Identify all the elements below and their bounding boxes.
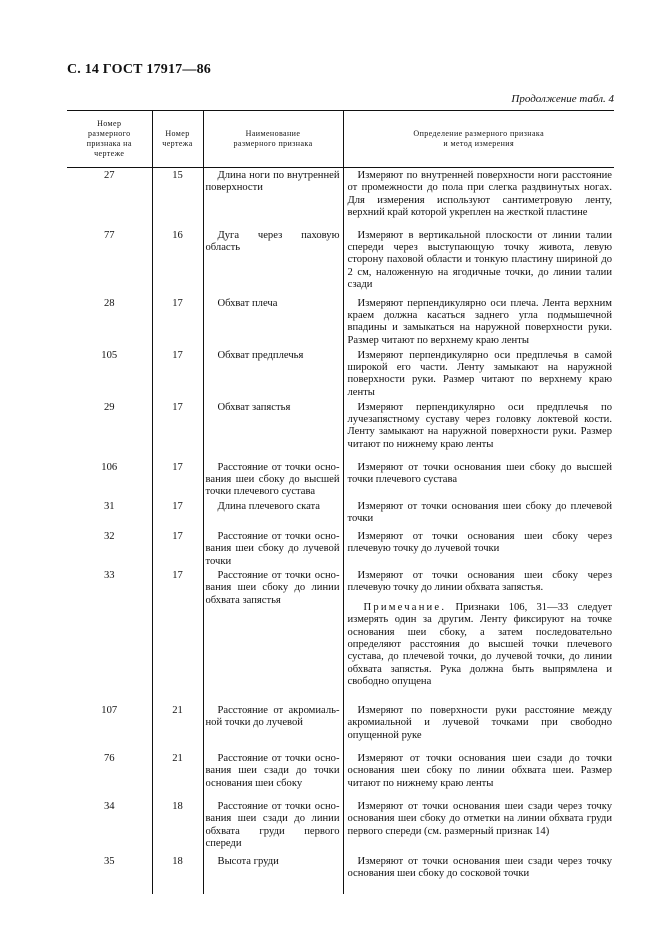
definition-text: Измеряют перпендикулярно оси предплечья в самой широкой его части. Ленту замыкают на наружной поверхности руки. Размер читают по верхнему краю ленты bbox=[347, 349, 612, 398]
feature-name: Обхват предплечья bbox=[203, 348, 343, 400]
table-row bbox=[67, 799, 614, 854]
drawing-number: 17 bbox=[152, 568, 203, 703]
feature-name: Длина ноги по внутренней поверхности bbox=[203, 168, 343, 228]
feature-definition bbox=[343, 751, 614, 799]
feature-definition bbox=[343, 400, 614, 460]
feature-definition bbox=[343, 348, 614, 400]
table-header-row bbox=[67, 111, 614, 168]
drawing-number: 15 bbox=[152, 168, 203, 228]
feature-name: Обхват плеча bbox=[203, 296, 343, 348]
table-row bbox=[67, 296, 614, 348]
note bbox=[348, 602, 613, 689]
feature-number: 35 bbox=[103, 855, 115, 867]
feature-name: Длина плечевого ската bbox=[203, 499, 343, 529]
feature-name: Дуга через паховую область bbox=[203, 228, 343, 296]
definition-text: Измеряют перпендикулярно оси плеча. Лента верхним краем должна касаться заднего угла подмышечной впадины и замыкаться на наружной поверхности руки. Размер читают по верхнему краю ленты bbox=[347, 297, 612, 346]
drawing-number: 21 bbox=[152, 703, 203, 751]
table-row bbox=[67, 568, 614, 703]
table-row bbox=[67, 751, 614, 799]
feature-name: Высота груди bbox=[203, 854, 343, 894]
feature-name: Расстояние от точки основания шеи сбоку до линии обхвата запястья bbox=[203, 568, 343, 703]
drawing-number: 16 bbox=[152, 228, 203, 296]
table-row bbox=[67, 168, 614, 228]
feature-number: 34 bbox=[103, 800, 115, 812]
column-header-feature-name: Наименование размерного признака bbox=[203, 111, 343, 168]
feature-name: Расстояние от точки основания шеи сзади до точки основания шеи сбоку bbox=[203, 751, 343, 799]
feature-number: 32 bbox=[103, 530, 115, 542]
feature-definition bbox=[343, 296, 614, 348]
drawing-number: 21 bbox=[152, 751, 203, 799]
feature-name: Расстояние от акромиальной точки до лучевой bbox=[203, 703, 343, 751]
definition-text: Измеряют в вертикальной плоскости от линии талии спереди через выступающую точку живота, левую сторону паховой области и тонкую пластину шириной до 2 см, наложенную на ягодичные точки, до линии талии сзади bbox=[347, 229, 612, 291]
definition-text: Измеряют перпендикулярно оси предплечья по лучезапястному суставу через головку локтевой кости. Ленту замыкают на наружной поверхности руки. Размер читают по нижнему краю ленты bbox=[347, 401, 612, 450]
drawing-number: 17 bbox=[152, 460, 203, 499]
feature-definition bbox=[343, 703, 614, 751]
definition-text: Измеряют от точки основания шеи сбоку через плечевую точку до линии обхвата запястья. bbox=[347, 569, 612, 594]
feature-number: 105 bbox=[101, 349, 118, 361]
column-header-definition: Определение размерного признака и метод измерения bbox=[343, 111, 614, 168]
note-text: Признаки 106, 31—33 следует измерять один за другим. Ленту фиксируют на точке основания шеи сбоку, а затем последовательно определяют расстояния до высшей точки плечевого сустава, до плечевой точки, до лучевой точки, до линии обхвата запястья. Рука должна быть выпрямлена и свободно опущена bbox=[347, 601, 612, 688]
page-header: С. 14 ГОСТ 17917—86 bbox=[67, 62, 211, 77]
definition-text: Измеряют от точки основания шеи сзади до точки основания шеи сбоку по линии обхвата шеи. Размер читают по нижнему краю ленты bbox=[347, 752, 612, 789]
definition-text: Измеряют от точки основания шеи сзади через точку основания шеи сбоку до отметки на линии обхвата груди первого спереди (см. размерный признак 14) bbox=[347, 800, 612, 837]
feature-number: 33 bbox=[103, 569, 115, 581]
feature-definition bbox=[343, 168, 614, 228]
feature-number: 27 bbox=[103, 170, 115, 181]
feature-name: Обхват запястья bbox=[203, 400, 343, 460]
definition-text: Измеряют от точки основания шеи сбоку до плечевой точки bbox=[347, 500, 612, 525]
feature-number: 29 bbox=[103, 401, 115, 413]
table-row bbox=[67, 703, 614, 751]
feature-number: 77 bbox=[103, 229, 115, 241]
feature-definition bbox=[343, 799, 614, 854]
definition-text: Измеряют от точки основания шеи сзади через точку основания шеи сбоку до сосковой точки bbox=[347, 855, 612, 880]
table-row bbox=[67, 228, 614, 296]
drawing-number: 17 bbox=[152, 400, 203, 460]
feature-name: Расстояние от точки основания шеи сбоку до высшей точки плечевого сустава bbox=[203, 460, 343, 499]
drawing-number: 17 bbox=[152, 296, 203, 348]
table-row bbox=[67, 460, 614, 499]
feature-number: 107 bbox=[101, 704, 118, 716]
drawing-number: 17 bbox=[152, 348, 203, 400]
definition-text: Измеряют от точки основания шеи сбоку через плечевую точку до лучевой точки bbox=[347, 530, 612, 555]
column-header-drawing-number: Номер чертежа bbox=[152, 111, 203, 168]
feature-definition bbox=[343, 568, 614, 703]
table-row bbox=[67, 499, 614, 529]
feature-definition bbox=[343, 854, 614, 894]
feature-name: Расстояние от точки основания шеи сбоку до лучевой точки bbox=[203, 529, 343, 568]
feature-number: 28 bbox=[103, 297, 115, 309]
feature-number: 31 bbox=[103, 500, 115, 512]
drawing-number: 18 bbox=[152, 799, 203, 854]
feature-number: 76 bbox=[103, 752, 115, 764]
feature-number: 106 bbox=[101, 461, 118, 473]
table-row bbox=[67, 348, 614, 400]
note-label: Примечание. bbox=[363, 601, 447, 613]
definition-text: Измеряют по поверхности руки расстояние между акромиальной и лучевой точками при свободно опущенной руке bbox=[347, 704, 612, 741]
feature-definition bbox=[343, 529, 614, 568]
table-row bbox=[67, 529, 614, 568]
table-row bbox=[67, 854, 614, 894]
table-row bbox=[67, 400, 614, 460]
feature-definition bbox=[343, 460, 614, 499]
definition-text: Измеряют от точки основания шеи сбоку до высшей точки плечевого сустава bbox=[347, 461, 612, 485]
definition-text: Измеряют по внутренней поверхности ноги расстояние от промежности до пола при слегка раздвинутых ногах. Для измерения используют сантиметровую ленту, верхний край которой укреплен на жесткой пластине bbox=[347, 170, 612, 219]
feature-definition bbox=[343, 499, 614, 529]
feature-name: Расстояние от точки основания шеи сзади до линии обхвата груди первого спереди bbox=[203, 799, 343, 854]
drawing-number: 17 bbox=[152, 529, 203, 568]
table-continuation-label: Продолжение табл. 4 bbox=[511, 93, 614, 105]
feature-definition bbox=[343, 228, 614, 296]
drawing-number: 17 bbox=[152, 499, 203, 529]
column-header-feature-number: Номер размерного признака на чертеже bbox=[67, 111, 152, 168]
measurements-table bbox=[67, 110, 614, 894]
drawing-number: 18 bbox=[152, 854, 203, 894]
